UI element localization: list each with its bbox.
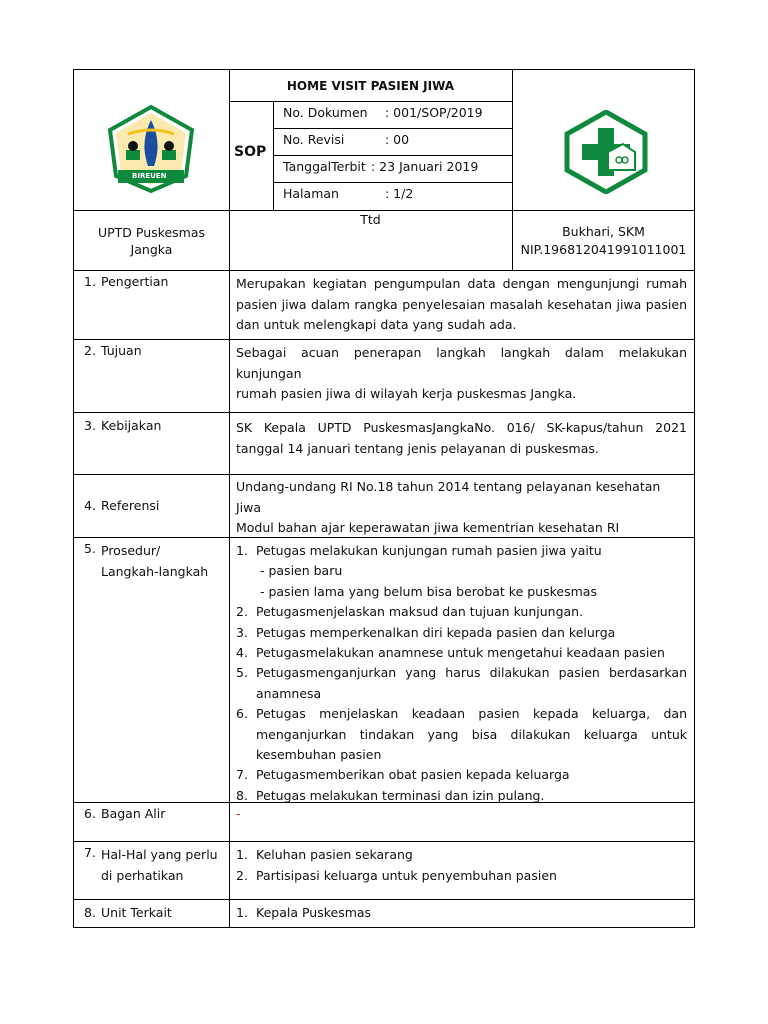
section-content: Merupakan kegiatan pengumpulan data dengan mengunjungi rumah pasien jiwa dalam rangka penyelesaian masalah kesehatan jiwa pasien dan untuk melengkapi data yang sudah ada.	[236, 276, 687, 332]
section-label: Hal-Hal yang perlu di perhatikan	[101, 847, 218, 883]
procedure-list	[236, 541, 687, 806]
section-label: Pengertian	[101, 274, 169, 289]
list-item: 1. Petugas melakukan kunjungan rumah pasien jiwa yaitu - pasien baru - pasien lama yang belum bisa berobat ke puskesmas	[236, 543, 602, 599]
date-value: : 23 Januari 2019	[371, 159, 479, 174]
section-label: Tujuan	[101, 343, 142, 358]
list-item: 1. Keluhan pasien sekarang	[236, 847, 413, 862]
section-number: 7.	[84, 845, 96, 860]
section-number: 5.	[84, 541, 96, 556]
page-value: : 1/2	[385, 186, 414, 201]
list-item: 6. Petugas menjelaskan keadaan pasien kepada keluarga, dan menganjurkan tindakan yang bisa dilakukan keluarga untuk kesembuhan pasien	[236, 706, 687, 763]
section-content: SK Kepala UPTD PuskesmasJangkaNo. 016/ SK-kapus/tahun 2021 tanggal 14 januari tentang jenis pelayanan di puskesmas.	[236, 420, 687, 456]
right-logo	[563, 110, 649, 194]
health-cross-icon	[563, 110, 649, 194]
section-label: Prosedur/ Langkah-langkah	[101, 543, 209, 579]
signer-name: Bukhari, SKM	[562, 224, 645, 239]
section-number: 3.	[84, 418, 96, 433]
regency-emblem-icon	[104, 104, 198, 194]
section-number: 2.	[84, 343, 96, 358]
list-item: 8. Petugas melakukan terminasi dan izin pulang.	[236, 787, 545, 803]
doc-no-label: No. Dokumen	[283, 105, 368, 120]
section-number: 1.	[84, 274, 96, 289]
list-item: 2. Petugasmenjelaskan maksud dan tujuan kunjungan.	[236, 604, 584, 620]
list-item: 1. Kepala Puskesmas	[236, 905, 372, 920]
flowchart-value: -	[236, 806, 241, 821]
units-list	[236, 905, 687, 920]
sop-label: SOP	[234, 144, 267, 160]
list-item: 3. Petugas memperkenalkan diri kepada pasien dan kelurga	[236, 624, 616, 640]
org-name: UPTD Puskesmas Jangka	[97, 225, 206, 257]
signer-nip: NIP.196812041991011001	[520, 242, 687, 257]
list-item: 2. Partisipasi keluarga untuk penyembuhan pasien	[236, 867, 557, 883]
date-label: TanggalTerbit	[283, 159, 366, 174]
ttd-label: Ttd	[360, 212, 381, 227]
left-logo-caption: BIREUEN	[132, 172, 167, 180]
section-content: Undang-undang RI No.18 tahun 2014 tentang pelayanan kesehatan Jiwa Modul bahan ajar keperawatan jiwa kementrian kesehatan RI	[236, 479, 661, 535]
list-item: 5. Petugasmenganjurkan yang harus dilakukan pasien berdasarkan anamnesa	[236, 665, 687, 701]
notes-list	[236, 845, 687, 886]
section-label: Bagan Alir	[101, 806, 166, 821]
section-label: Unit Terkait	[101, 905, 172, 920]
section-number: 4.	[84, 498, 96, 513]
sop-title: HOME VISIT PASIEN JIWA	[286, 79, 455, 93]
list-item: 4. Petugasmelakukan anamnese untuk mengetahui keadaan pasien	[236, 645, 665, 661]
revision-value: : 00	[385, 132, 410, 147]
section-label: Referensi	[101, 498, 160, 513]
revision-label: No. Revisi	[283, 132, 345, 147]
left-logo	[104, 104, 198, 194]
section-number: 6.	[84, 806, 96, 821]
doc-no-value: : 001/SOP/2019	[385, 105, 483, 120]
page-label: Halaman	[283, 186, 339, 201]
section-content: Sebagai acuan penerapan langkah langkah dalam melakukan kunjungan rumah pasien jiwa di wilayah kerja puskesmas Jangka.	[236, 345, 687, 401]
section-number: 8.	[84, 905, 96, 920]
list-item: 7. Petugasmemberikan obat pasien kepada keluarga	[236, 767, 570, 783]
section-label: Kebijakan	[101, 418, 162, 433]
